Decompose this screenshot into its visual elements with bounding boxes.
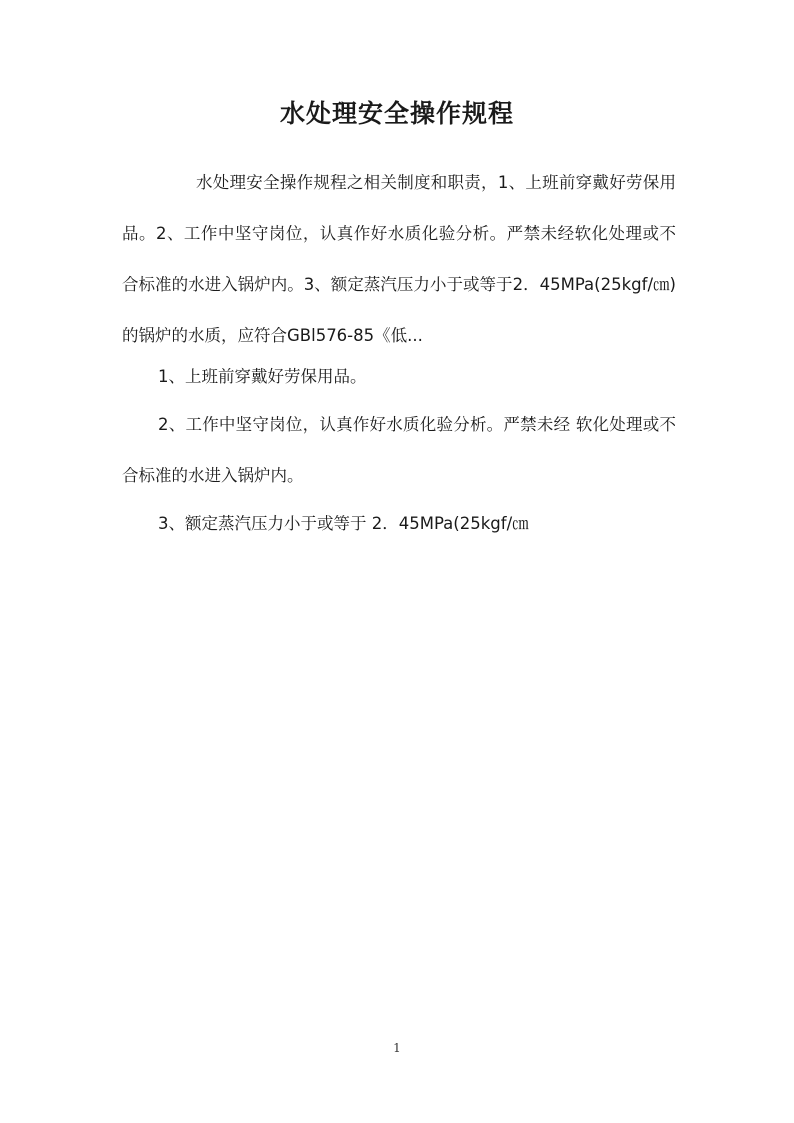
list-item-3: 3、额定蒸汽压力小于或等于 2．45MPa(25kgf/㎝ bbox=[158, 514, 529, 533]
list-item-1: 1、上班前穿戴好劳保用品。 bbox=[158, 367, 367, 386]
page-number: 1 bbox=[393, 1041, 401, 1055]
list-item-2: 2、工作中坚守岗位，认真作好水质化验分析。严禁未经 软化处理或不合标准的水进入锅炉内。 bbox=[122, 415, 676, 485]
summary-paragraph: 水处理安全操作规程之相关制度和职责，1、上班前穿戴好劳保用品。2、工作中坚守岗位，认真作好水质化验分析。严禁未经软化处理或不合标准的水进入锅炉内。3、额定蒸汽压力小于或等于2．45MPa(25kgf/㎝)的锅炉的水质，应符合GBl576-85《低... bbox=[122, 173, 676, 345]
document-title: 水处理安全操作规程 bbox=[279, 99, 514, 128]
